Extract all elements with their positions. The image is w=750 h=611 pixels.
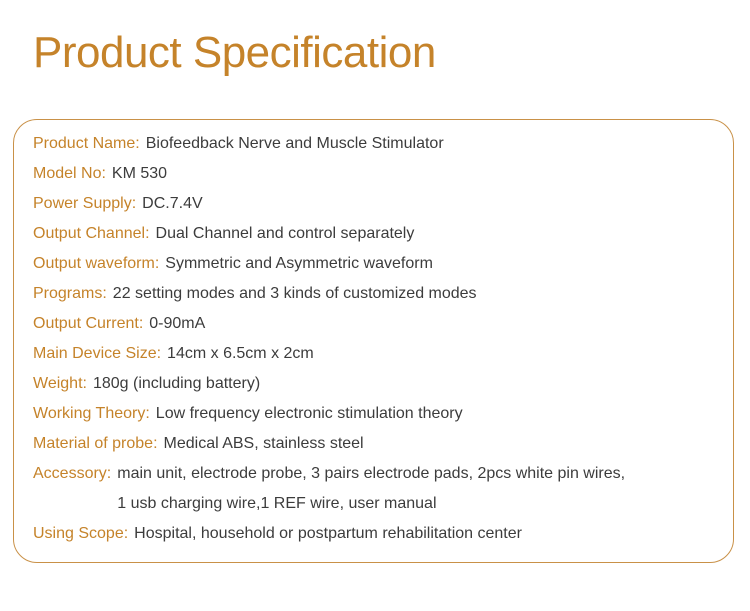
spec-value-line: 1 usb charging wire,1 REF wire, user manual (117, 495, 437, 512)
spec-value: Hospital, household or postpartum rehabilitation center (134, 525, 522, 542)
spec-label: Output Channel: (33, 225, 150, 242)
spec-value: 0-90mA (149, 315, 206, 332)
spec-label: Using Scope: (33, 525, 129, 542)
specification-list (33, 129, 733, 549)
spec-row-programs (33, 279, 733, 309)
spec-value: Medical ABS, stainless steel (163, 435, 364, 452)
spec-value: DC.7.4V (142, 195, 203, 212)
page-title: Product Specification (33, 28, 436, 77)
spec-value-line: main unit, electrode probe, 3 pairs electrode pads, 2pcs white pin wires, (117, 465, 626, 482)
spec-value: Dual Channel and control separately (155, 225, 415, 242)
spec-value-lines (117, 459, 625, 519)
spec-row-weight (33, 369, 733, 399)
spec-label: Accessory: (33, 465, 112, 482)
spec-label: Model No: (33, 165, 106, 182)
spec-value: 22 setting modes and 3 kinds of customized modes (112, 285, 477, 302)
spec-value: KM 530 (111, 165, 168, 182)
spec-label: Weight: (33, 375, 87, 392)
spec-label: Working Theory: (33, 405, 150, 422)
spec-row-accessory (33, 459, 733, 519)
spec-label: Output waveform: (33, 255, 160, 272)
spec-value: 180g (including battery) (92, 375, 261, 392)
spec-row-output-waveform (33, 249, 733, 279)
spec-row-model-no (33, 159, 733, 189)
spec-value: 14cm x 6.5cm x 2cm (167, 345, 314, 362)
spec-row-material-of-probe (33, 429, 733, 459)
spec-row-power-supply (33, 189, 733, 219)
spec-label: Programs: (33, 285, 107, 302)
spec-label: Output Current: (33, 315, 144, 332)
spec-row-main-device-size (33, 339, 733, 369)
spec-row-output-current (33, 309, 733, 339)
spec-row-output-channel (33, 219, 733, 249)
spec-value: Low frequency electronic stimulation theory (155, 405, 463, 422)
spec-label: Material of probe: (33, 435, 158, 452)
spec-row-working-theory (33, 399, 733, 429)
spec-label: Main Device Size: (33, 345, 162, 362)
spec-label: Power Supply: (33, 195, 137, 212)
spec-value: Symmetric and Asymmetric waveform (165, 255, 433, 272)
spec-row-using-scope (33, 519, 733, 549)
spec-value: Biofeedback Nerve and Muscle Stimulator (145, 135, 444, 152)
spec-label: Product Name: (33, 135, 140, 152)
spec-row-product-name (33, 129, 733, 159)
